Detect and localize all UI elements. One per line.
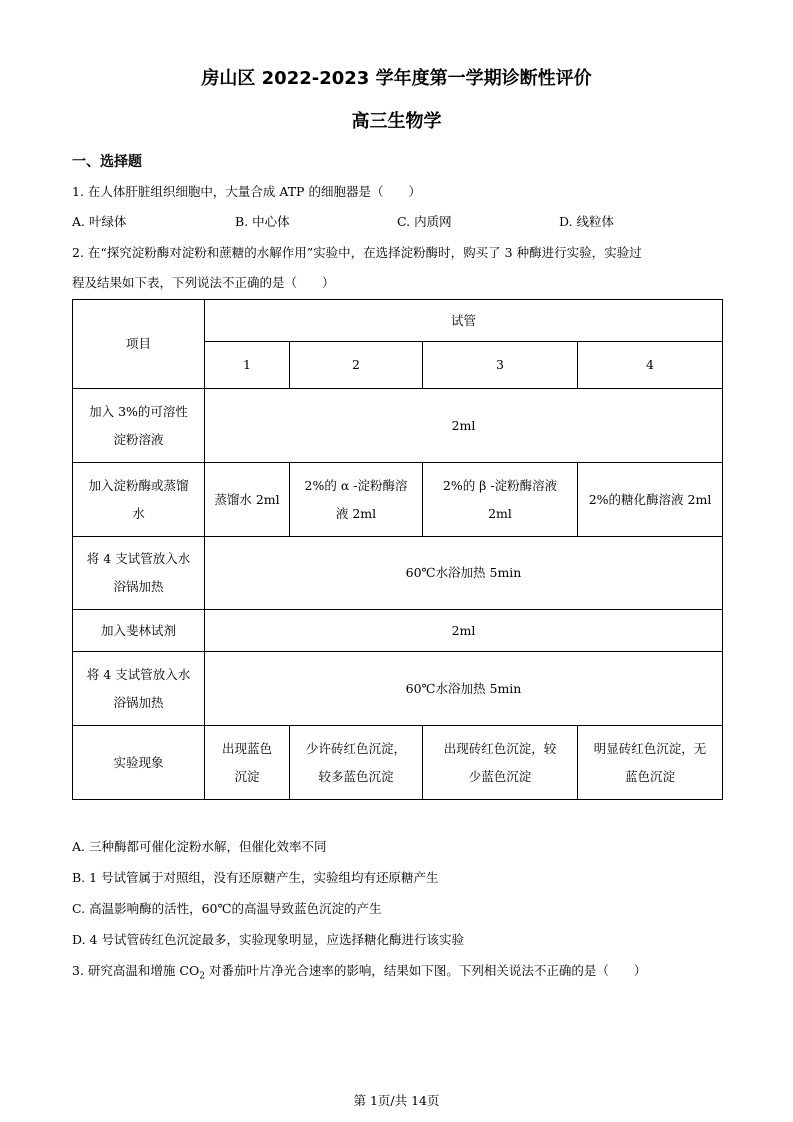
table-tube-3: 3 <box>423 342 578 389</box>
table-result-1-line-2: 沉淀 <box>234 768 260 784</box>
table-enzyme-2 <box>290 463 423 537</box>
table-row-bath-1-label-line-2: 浴锅加热 <box>113 579 164 594</box>
table-row-starch-label <box>73 389 205 463</box>
table-enzyme-1: 蒸馏水 2ml <box>205 463 290 537</box>
question-2-stem-line-1: 2. 在“探究淀粉酶对淀粉和蔗糖的水解作用”实验中，在选择淀粉酶时，购买了 3 种酶进行实验，实验过 <box>72 245 642 260</box>
table-tube-4: 4 <box>578 342 723 389</box>
table-group-header: 试管 <box>205 300 723 342</box>
table-row-enzyme-label-line-1: 加入淀粉酶或蒸馏 <box>88 477 189 493</box>
table-row-starch-label-line-1: 加入 3%的可溶性 <box>89 403 188 419</box>
section-heading: 一、选择题 <box>72 154 142 170</box>
table-enzyme-3-line-1: 2%的 β -淀粉酶溶液 <box>442 477 558 493</box>
table-result-3-line-1: 出现砖红色沉淀，较 <box>443 740 557 756</box>
table-row-bath-2-label-line-1: 将 4 支试管放入水 <box>86 666 191 682</box>
table-result-4-line-2: 蓝色沉淀 <box>625 768 676 784</box>
experiment-table <box>72 299 723 800</box>
table-row-fehling-label: 加入斐林试剂 <box>73 610 205 652</box>
table-enzyme-3 <box>423 463 578 537</box>
question-3-stem <box>72 961 646 982</box>
table-result-3 <box>423 726 578 800</box>
table-result-2 <box>290 726 423 800</box>
table-result-3-line-2: 少蓝色沉淀 <box>468 768 532 784</box>
table-tube-2: 2 <box>290 342 423 389</box>
question-2-option-b: B. 1 号试管属于对照组，没有还原糖产生，实验组均有还原糖产生 <box>72 870 439 885</box>
table-row-enzyme-label <box>73 463 205 537</box>
question-3-stem-before: 3. 研究高温和增施 CO <box>72 963 200 978</box>
question-2-option-c: C. 高温影响酶的活性，60℃的高温导致蓝色沉淀的产生 <box>72 901 382 916</box>
question-2-option-a: A. 三种酶都可催化淀粉水解，但催化效率不同 <box>72 839 327 854</box>
table-result-1-line-1: 出现蓝色 <box>221 740 272 756</box>
table-row-enzyme-label-line-2: 水 <box>132 505 145 521</box>
table-tube-1: 1 <box>205 342 290 389</box>
page-number: 第 1页/共 14页 <box>353 1093 440 1108</box>
question-1-stem: 1. 在人体肝脏组织细胞中，大量合成 ATP 的细胞器是（ ） <box>72 184 421 199</box>
table-enzyme-2-line-2: 液 2ml <box>335 505 377 521</box>
table-row-starch-value: 2ml <box>205 389 723 463</box>
table-result-1 <box>205 726 290 800</box>
table-row-bath-2-label-line-2: 浴锅加热 <box>113 694 164 710</box>
question-3-stem-subscript: 2 <box>199 971 205 982</box>
question-1-option-d: D. 线粒体 <box>559 214 615 229</box>
question-2-stem-line-2: 程及结果如下表，下列说法不正确的是（ ） <box>72 275 335 290</box>
question-3-stem-after: 对番茄叶片净光合速率的影响，结果如下图。下列相关说法不正确的是（ ） <box>204 963 647 978</box>
question-1-option-c: C. 内质网 <box>397 214 452 229</box>
document-title: 房山区 2022-2023 学年度第一学期诊断性评价 <box>201 68 592 89</box>
table-row-bath-1-value: 60℃水浴加热 5min <box>205 537 723 610</box>
table-row-bath-1-label-line-1: 将 4 支试管放入水 <box>86 551 191 566</box>
question-1-option-b: B. 中心体 <box>235 214 290 229</box>
table-row-starch-label-line-2: 淀粉溶液 <box>113 431 164 447</box>
table-row-fehling-value: 2ml <box>205 610 723 652</box>
table-row-bath-2-label <box>73 652 205 726</box>
table-result-4 <box>578 726 723 800</box>
table-enzyme-4: 2%的糖化酶溶液 2ml <box>578 463 723 537</box>
table-result-2-line-2: 较多蓝色沉淀 <box>318 768 394 784</box>
table-item-header: 项目 <box>73 300 205 389</box>
document-subtitle: 高三生物学 <box>351 111 442 132</box>
table-result-4-line-1: 明显砖红色沉淀，无 <box>593 740 707 756</box>
table-result-2-line-1: 少许砖红色沉淀， <box>305 740 406 756</box>
table-row-bath-2-value: 60℃水浴加热 5min <box>205 652 723 726</box>
question-2-option-d: D. 4 号试管砖红色沉淀最多，实验现象明显，应选择糖化酶进行该实验 <box>72 932 464 947</box>
table-row-result-label: 实验现象 <box>73 726 205 800</box>
question-1-option-a: A. 叶绿体 <box>72 214 127 229</box>
table-enzyme-3-line-2: 2ml <box>488 505 512 521</box>
table-row-bath-1-label <box>73 537 205 610</box>
table-enzyme-2-line-1: 2%的 α -淀粉酶溶 <box>304 477 408 493</box>
